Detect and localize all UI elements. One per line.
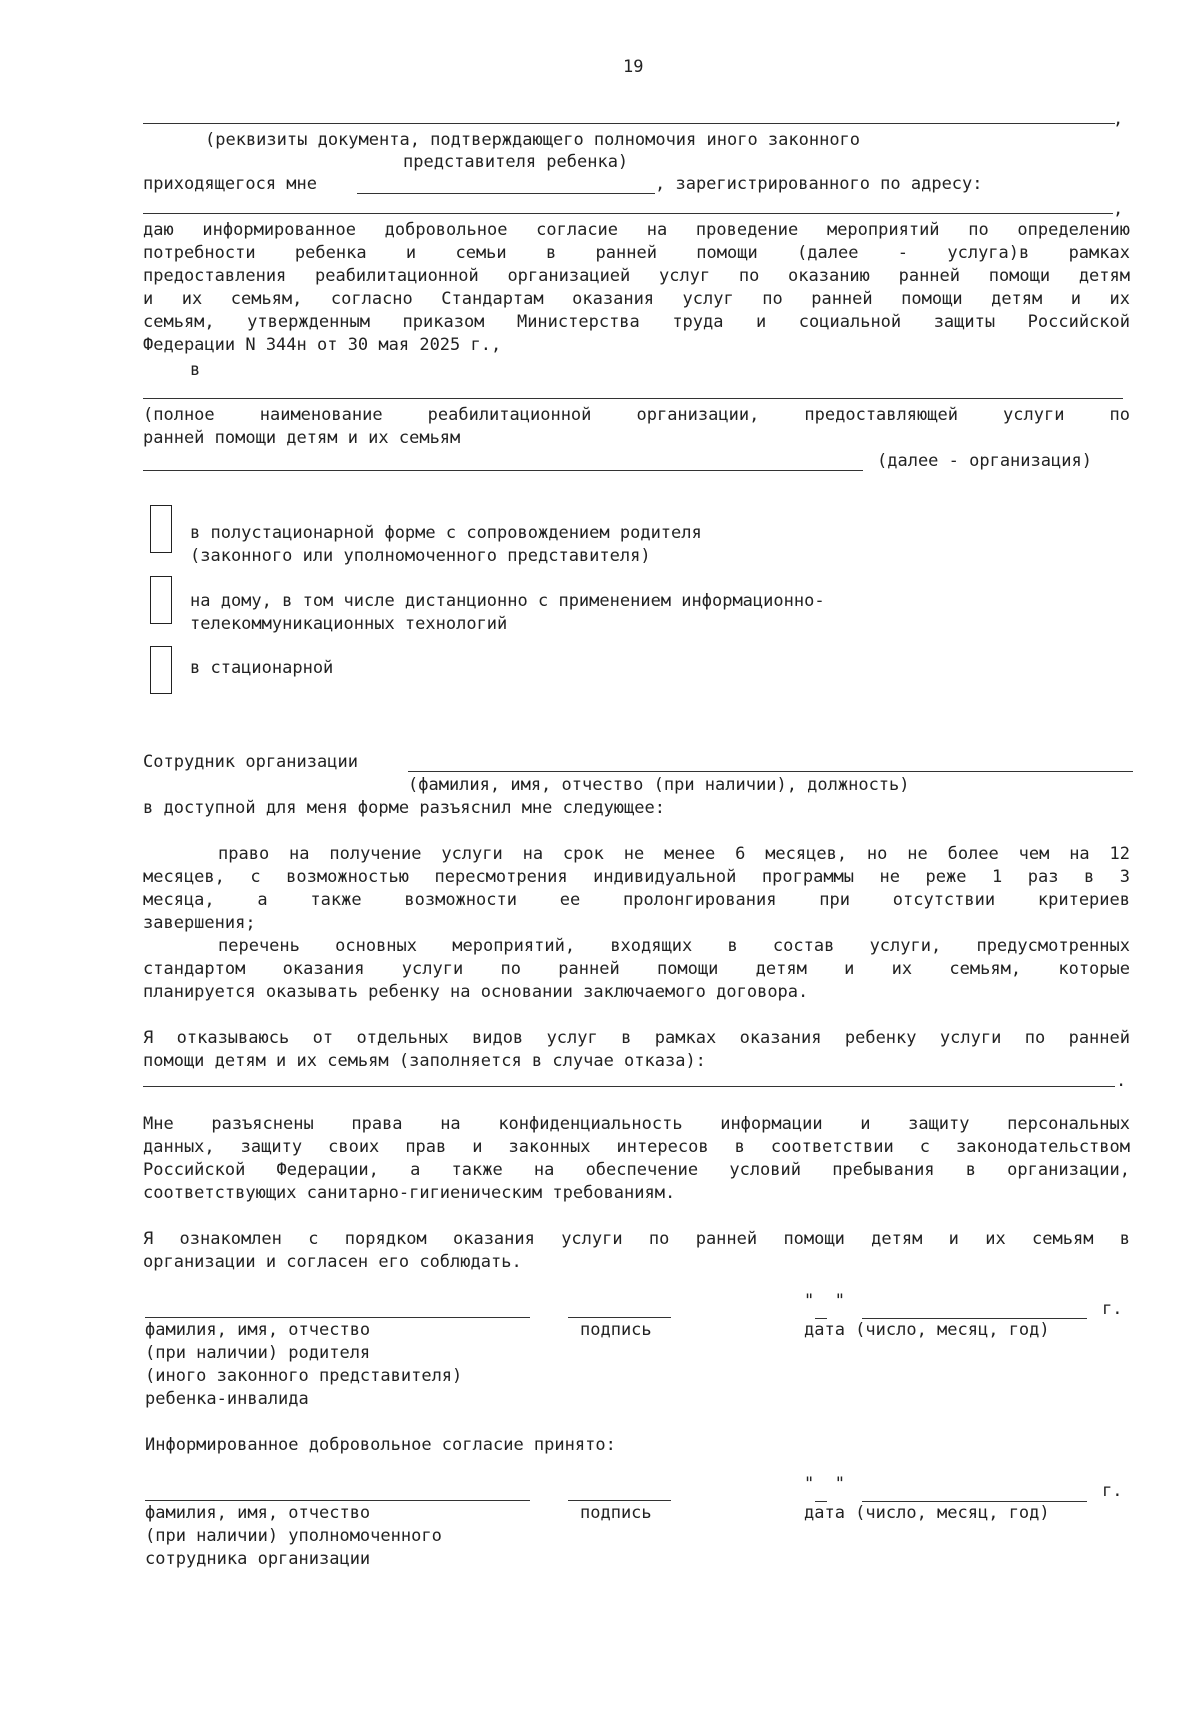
name-line (145, 1500, 530, 1501)
in-word: в (190, 360, 201, 380)
text-line: Российской Федерации, а также на обеспечение условий пребывания в организации, (143, 1160, 1130, 1180)
name-caption: (при наличии) уполномоченного (145, 1526, 442, 1546)
name-caption: фамилия, имя, отчество (145, 1320, 371, 1340)
address-line (143, 213, 1113, 214)
name-line (145, 1317, 530, 1318)
page-number: 19 (623, 57, 644, 77)
option-label: в полустационарной форме с сопровождением родителя (190, 523, 702, 543)
relation-prefix: приходящегося мне (143, 174, 317, 194)
option-checkbox-stationary[interactable] (150, 646, 172, 694)
option-label: телекоммуникационных технологий (190, 614, 508, 634)
details-caption-line1: (реквизиты документа, подтверждающего полномочия иного законного (205, 130, 861, 150)
text-line: перечень основных мероприятий, входящих в состав услуги, предусмотренных (218, 936, 1130, 956)
text-line: завершения; (143, 913, 256, 933)
relation-line (357, 193, 655, 194)
text-line: предоставления реабилитационной организацией услуг по оказанию ранней помощи детям (143, 266, 1130, 286)
text-line: соответствующих санитарно-гигиеническим требованиям. (143, 1183, 676, 1203)
text-line: стандартом оказания услуги по ранней помощи детям и их семьям, которые (143, 959, 1130, 979)
employee-explained: в доступной для меня форме разъяснил мне следующее: (143, 798, 665, 818)
comma: , (1113, 199, 1124, 219)
employee-line (408, 771, 1133, 772)
text-line: организации и согласен его соблюдать. (143, 1252, 522, 1272)
text-line: Мне разъяснены права на конфиденциальность информации и защиту персональных (143, 1114, 1130, 1134)
organization-name-line (143, 398, 1123, 399)
refusal-line (143, 1086, 1115, 1087)
text-line: Я ознакомлен с порядком оказания услуги по ранней помощи детям и их семьям в (143, 1229, 1130, 1249)
name-caption: (иного законного представителя) (145, 1366, 463, 1386)
date-quotes: " " (804, 1474, 845, 1494)
text-line: потребности ребенка и семьи в ранней помощи (далее - услуга)в рамках (143, 243, 1130, 263)
comma: , (1113, 109, 1124, 129)
org-caption-line1: (полное наименование реабилитационной организации, предоставляющей услуги по (143, 405, 1130, 425)
signature-line (568, 1317, 671, 1318)
name-caption: ребенка-инвалида (145, 1389, 309, 1409)
text-line: право на получение услуги на срок не менее 6 месяцев, но не более чем на 12 (218, 844, 1130, 864)
org-suffix: (далее - организация) (877, 451, 1092, 471)
name-caption: сотрудника организации (145, 1549, 371, 1569)
signature-line (568, 1500, 671, 1501)
option-label: в стационарной (190, 658, 334, 678)
text-line: даю информированное добровольное согласие на проведение мероприятий по определению (143, 220, 1130, 240)
date-caption: дата (число, месяц, год) (804, 1320, 1050, 1340)
year-suffix: г. (1102, 1299, 1123, 1319)
employee-caption: (фамилия, имя, отчество (при наличии), должность) (408, 775, 910, 795)
text-line: данных, защиту своих прав и законных интересов в соответствии с законодательством (143, 1137, 1130, 1157)
org-caption-line2: ранней помощи детям и их семьям (143, 428, 461, 448)
text-line: месяцев, с возможностью пересмотрения индивидуальной программы не реже 1 раз в 3 (143, 867, 1130, 887)
signature-caption: подпись (580, 1320, 652, 1340)
text-line: месяца, а также возможности ее пролонгирования при отсутствии критериев (143, 890, 1130, 910)
organization-continue-line (143, 470, 863, 471)
signature-caption: подпись (580, 1503, 652, 1523)
employee-label: Сотрудник организации (143, 752, 358, 772)
document-details-line (143, 123, 1115, 124)
text-line: семьям, утвержденным приказом Министерства труда и социальной защиты Российской (143, 312, 1130, 332)
refusal-line2: помощи детям и их семьям (заполняется в случае отказа): (143, 1051, 706, 1071)
option-label: (законного или уполномоченного представителя) (190, 546, 651, 566)
text-line: Федерации N 344н от 30 мая 2025 г., (143, 335, 502, 355)
option-checkbox-at-home[interactable] (150, 576, 172, 624)
date-quotes: " " (804, 1291, 845, 1311)
details-caption-line2: представителя ребенка) (403, 152, 629, 172)
refusal-line1: Я отказываюсь от отдельных видов услуг в рамках оказания ребенку услуги по ранней (143, 1028, 1130, 1048)
option-label: на дому, в том числе дистанционно с применением информационно- (190, 591, 825, 611)
text-line: планируется оказывать ребенку на основании заключаемого договора. (143, 982, 809, 1002)
relation-suffix: , зарегистрированного по адресу: (655, 174, 983, 194)
year-suffix: г. (1102, 1481, 1123, 1501)
refusal-end: . (1116, 1071, 1127, 1091)
text-line: и их семьям, согласно Стандартам оказания услуг по ранней помощи детям и их (143, 289, 1130, 309)
name-caption: (при наличии) родителя (145, 1343, 371, 1363)
option-checkbox-semi-stationary[interactable] (150, 505, 172, 553)
date-caption: дата (число, месяц, год) (804, 1503, 1050, 1523)
accepted-label: Информированное добровольное согласие принято: (145, 1435, 616, 1455)
name-caption: фамилия, имя, отчество (145, 1503, 371, 1523)
